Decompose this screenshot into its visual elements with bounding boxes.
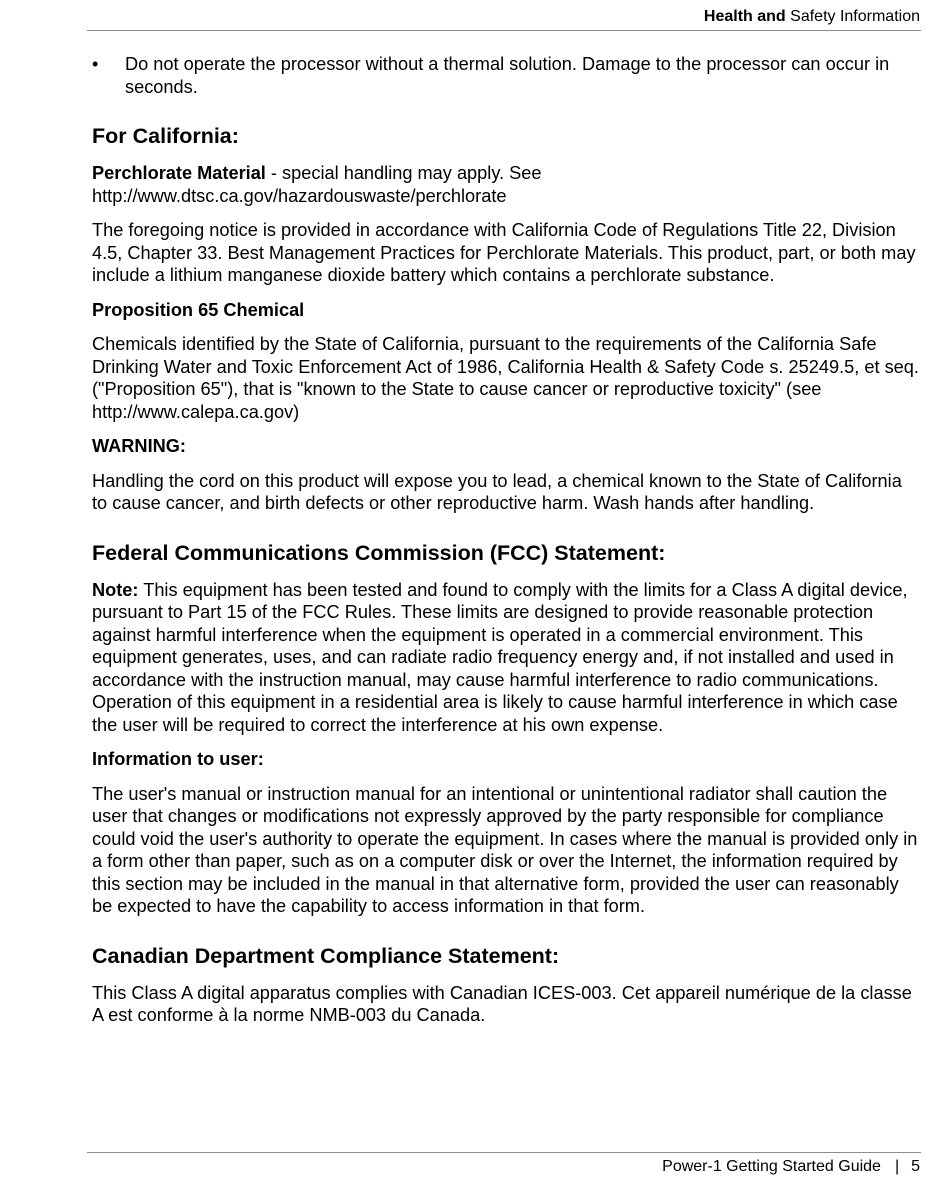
perchlorate-paragraph <box>92 162 922 207</box>
prop65-label: Proposition 65 Chemical <box>92 299 305 320</box>
perchlorate-text: - special handling may apply. See http://www.dtsc.ca.gov/hazardouswaste/perchlorate <box>92 163 542 206</box>
header-text: Safety Information <box>785 8 920 25</box>
california-notice: The foregoing notice is provided in accordance with California Code of Regulations Title 22, Division 4.5, Chapter 33. Best Management Practices for Perchlorate Materials. This product, part, or both may include a lithium manganese dioxide battery which contains a perchlorate substance. <box>92 220 916 285</box>
bullet-text: Do not operate the processor without a thermal solution. Damage to the processor can occur in seconds. <box>125 54 890 97</box>
header-rule <box>87 30 921 31</box>
fcc-note-text: This equipment has been tested and found to comply with the limits for a Class A digital device, pursuant to Part 15 of the FCC Rules. These limits are designed to provide reasonable protection against harmful interference when the equipment is operated in a commercial environment. This equipment generates, uses, and can radiate radio frequency energy and, if not installed and used in accordance with the instruction manual, may cause harmful interference to radio communications. Operation of this equipment in a residential area is likely to cause harmful interference in which case the user will be required to correct the interference at his own expense. <box>92 579 908 735</box>
fcc-note-paragraph <box>92 579 922 737</box>
bullet-item <box>92 53 922 98</box>
california-heading: For California: <box>92 124 239 148</box>
warning-text: Handling the cord on this product will expose you to lead, a chemical known to the State of California to cause cancer, and birth defects or other reproductive harm. Wash hands after handling. <box>92 470 902 513</box>
header-bold: Health and <box>703 8 786 25</box>
fcc-heading: Federal Communications Commission (FCC) Statement: <box>92 540 666 565</box>
canada-heading: Canadian Department Compliance Statement: <box>92 943 560 968</box>
footer-rule <box>87 1152 921 1153</box>
running-footer <box>662 1157 920 1177</box>
info-to-user-text: The user's manual or instruction manual for an intentional or unintentional radiator shall caution the user that changes or modifications not expressly approved by the party responsible for compliance could void the user's authority to operate the equipment. In cases where the manual is provided only in a form other than paper, such as on a computer disk or over the Internet, the information required by this section may be included in the manual in that alternative form, provided the user can reasonably be expected to have the capability to access information in that form. <box>92 783 918 916</box>
perchlorate-label: Perchlorate Material <box>92 163 266 183</box>
footer-guide-title: Power-1 Getting Started Guide <box>662 1158 881 1175</box>
bullet-icon: • <box>92 54 99 74</box>
prop65-text: Chemicals identified by the State of California, pursuant to the requirements of the California Safe Drinking Water and Toxic Enforcement Act of 1986, California Health & Safety Code s. 25249.5, et seq. ("Proposition 65"), that is "known to the State to cause cancer or reproductive toxicity" (see http://www.calepa.ca.gov) <box>92 334 919 422</box>
fcc-note-label: Note: <box>92 579 139 600</box>
warning-label: WARNING: <box>92 436 186 456</box>
page-content <box>92 53 922 1039</box>
running-header <box>704 7 920 27</box>
canada-text: This Class A digital apparatus complies with Canadian ICES-003. Cet appareil numérique de la classe A est conforme à la norme NMB-003 du Canada. <box>92 982 912 1025</box>
page-number: 5 <box>911 1158 920 1175</box>
info-to-user-label: Information to user: <box>92 749 264 769</box>
footer-separator: | <box>894 1158 900 1175</box>
